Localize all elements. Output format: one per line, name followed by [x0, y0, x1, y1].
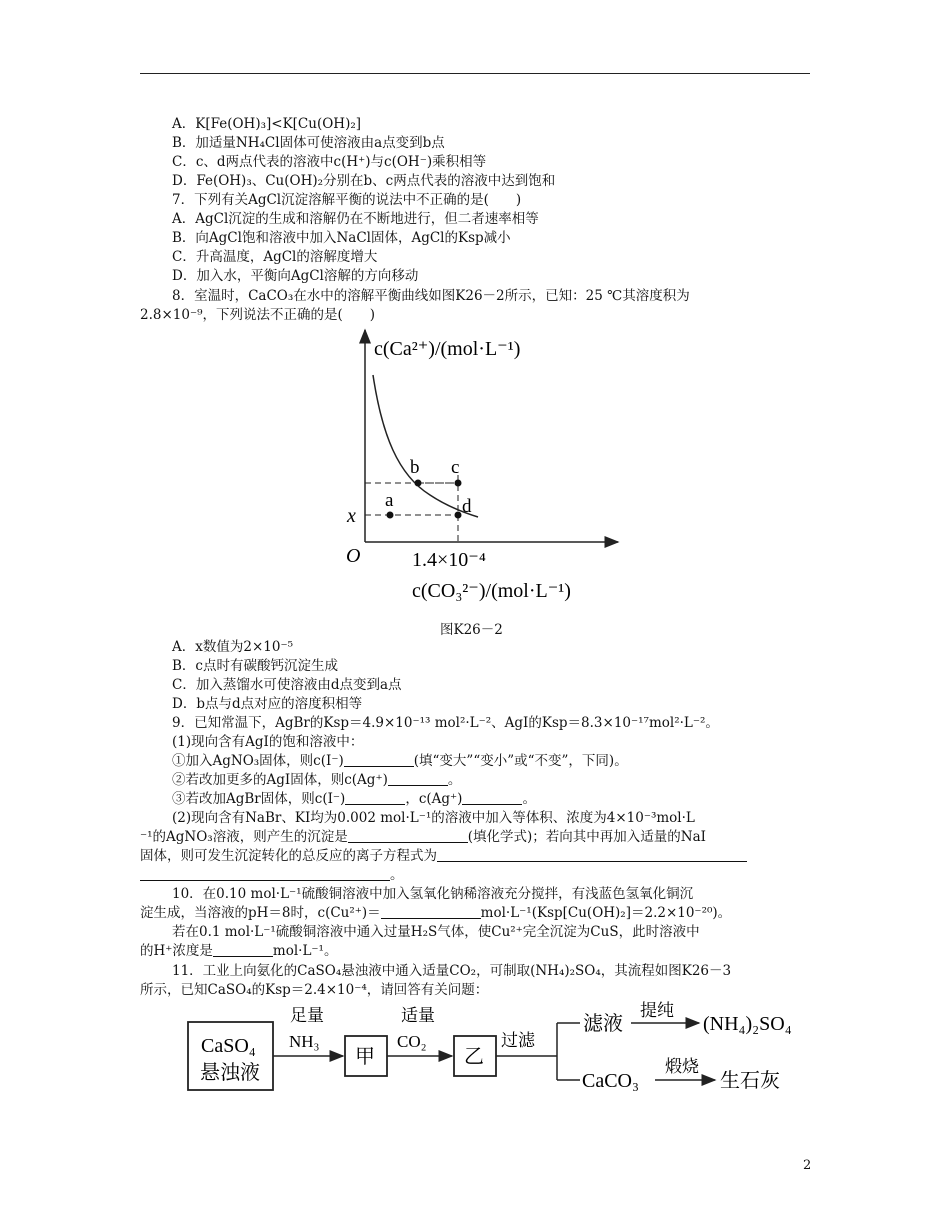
q11-line2: 所示，已知CaSO₄的Ksp＝2.4×10⁻⁴，请回答有关问题：: [140, 982, 489, 998]
q7-option-a: A．AgCl沉淀的生成和溶解仍在不断地进行，但二者速率相等: [172, 211, 539, 227]
q8-option-a: A．x数值为2×10⁻⁵: [172, 639, 293, 655]
q9-part2-text2: 固体，则可发生沉淀转化的总反应的离子方程式为: [140, 848, 437, 864]
point-a: [387, 512, 394, 519]
q7-option-c: C．升高温度，AgCl的溶解度增大: [172, 249, 378, 265]
q9-part2-line1: (2)现向含有NaBr、KI均为0.002 mol·L⁻¹的溶液中加入等体积、浓度为4×10⁻³mol·L: [172, 810, 695, 826]
q9-part2-text: ⁻¹的AgNO₃溶液，则产生的沉淀是: [140, 829, 348, 845]
filtrate-label: 滤液: [583, 1013, 623, 1035]
q9-part1-item2: ②若改加更多的AgI固体，则c(Ag⁺) 。: [172, 772, 462, 788]
q9-item1-note: (填“变大”“变小”或“不变”，下同)。: [413, 753, 628, 769]
q6-option-c: C．c、d两点代表的溶液中c(H⁺)与c(OH⁻)乘积相等: [172, 154, 487, 170]
caco3-label: CaCO₃: [582, 1070, 639, 1092]
q10-line1: 10．在0.10 mol·L⁻¹硫酸铜溶液中加入氢氧化钠稀溶液充分搅拌，有浅蓝色氢氧化铜沉: [172, 886, 694, 902]
q10-note: mol·L⁻¹(Ksp[Cu(OH)₂]＝2.2×10⁻²⁰)。: [480, 905, 732, 921]
point-d: [455, 512, 462, 519]
q9-part2-line4: 。: [140, 866, 404, 885]
q6-option-d: D．Fe(OH)₃、Cu(OH)₂分别在b、c两点代表的溶液中达到饱和: [172, 173, 556, 189]
y-axis-label: c(Ca²⁺)/(mol·L⁻¹): [374, 338, 521, 360]
q7-option-b: B．向AgCl饱和溶液中加入NaCl固体，AgCl的Ksp减小: [172, 230, 511, 246]
x-mark-label: x: [347, 505, 356, 527]
q8-option-c: C．加入蒸馏水可使溶液由d点变到a点: [172, 677, 402, 693]
q10-line3: 若在0.1 mol·L⁻¹硫酸铜溶液中通入过量H₂S气体，使Cu²⁺完全沉淀为CuS，此时溶液中: [172, 924, 700, 940]
arrow-2-top-label: 适量: [401, 1006, 435, 1025]
calcine-label: 煅烧: [665, 1057, 699, 1076]
point-b: [415, 480, 422, 487]
q9-item3-text: ③若改加AgBr固体，则c(I⁻): [172, 791, 346, 807]
casos4-label: CaSO₄: [201, 1035, 256, 1057]
answer-blank[interactable]: [140, 867, 390, 881]
header-rule: [140, 73, 810, 74]
answer-blank[interactable]: [348, 829, 468, 843]
answer-blank[interactable]: [344, 753, 414, 767]
q9-part2-line2: [140, 828, 706, 847]
q9-part2-note: (填化学式)；若向其中再加入适量的NaI: [467, 829, 706, 845]
answer-blank[interactable]: [345, 791, 405, 805]
q10-line2: [140, 904, 731, 923]
q10-unit: mol·L⁻¹。: [272, 943, 338, 959]
q6-option-b: B．加适量NH₄Cl固体可使溶液由a点变到b点: [172, 135, 445, 151]
arrow-1-bottom-label: NH₃: [289, 1032, 320, 1051]
answer-blank[interactable]: [381, 905, 481, 919]
process-flowchart: [185, 1000, 815, 1100]
point-b-label: b: [410, 457, 420, 478]
point-d-label: d: [462, 496, 472, 517]
q9-item1-text: ①加入AgNO₃固体，则c(I⁻): [172, 753, 344, 769]
q8-option-b: B．c点时有碳酸钙沉淀生成: [172, 658, 338, 674]
x-axis-label: c(CO₃²⁻)/(mol·L⁻¹): [412, 580, 571, 602]
q9-part1: (1)现向含有AgI的饱和溶液中：: [172, 734, 364, 750]
q9-part1-item3: ③若改加AgBr固体，则c(I⁻) ，c(Ag⁺) 。: [172, 791, 536, 807]
q9-item2-text: ②若改加更多的AgI固体，则c(Ag⁺): [172, 772, 388, 788]
point-a-label: a: [385, 490, 394, 511]
q6-option-a: A．K[Fe(OH)₃]<K[Cu(OH)₂]: [172, 116, 362, 132]
answer-blank[interactable]: [213, 943, 273, 957]
arrow-1-top-label: 足量: [290, 1006, 324, 1025]
origin-label: O: [346, 545, 361, 567]
suspension-label: 悬浊液: [200, 1062, 260, 1084]
q8-stem-line1: 8．室温时，CaCO₃在水中的溶解平衡曲线如图K26－2所示，已知：25 ℃其溶度积为: [172, 288, 690, 304]
q8-option-d: D．b点与d点对应的溶度积相等: [172, 696, 363, 712]
answer-blank[interactable]: [437, 848, 747, 862]
q9-stem: 9．已知常温下，AgBr的Ksp＝4.9×10⁻¹³ mol²·L⁻²、AgI的Ksp＝8.3×10⁻¹⁷mol²·L⁻²。: [172, 715, 719, 731]
arrow-2-bottom-label: CO₂: [397, 1032, 427, 1051]
q11-line1: 11．工业上向氨化的CaSO₄悬浊液中通入适量CO₂，可制取(NH₄)₂SO₄，其流程如图K26－3: [172, 963, 732, 979]
q7-option-d: D．加入水，平衡向AgCl溶解的方向移动: [172, 268, 419, 284]
q9-item3-text2: ，c(Ag⁺): [405, 791, 463, 807]
ammonium-sulfate-label: (NH₄)₂SO₄: [703, 1013, 792, 1035]
purify-label: 提纯: [640, 1001, 674, 1020]
jia-label: 甲: [355, 1046, 375, 1068]
page-number: 2: [803, 1158, 812, 1173]
q10-text: 淀生成，当溶液的pH＝8时，c(Cu²⁺)＝: [140, 905, 381, 921]
answer-blank[interactable]: [462, 791, 522, 805]
q7-stem: 7．下列有关AgCl沉淀溶解平衡的说法中不正确的是( ): [172, 192, 522, 208]
q9-part1-item1: [172, 752, 628, 771]
point-c-label: c: [451, 457, 460, 478]
q10-line4: [140, 942, 337, 961]
q8-stem-line2: 2.8×10⁻⁹，下列说法不正确的是( ): [140, 307, 376, 323]
solubility-curve-figure: [330, 325, 630, 615]
answer-blank[interactable]: [388, 772, 448, 786]
x-tick-label: 1.4×10⁻⁴: [412, 549, 486, 571]
figure-caption: 图K26－2: [440, 622, 503, 638]
quicklime-label: 生石灰: [720, 1070, 780, 1092]
q9-part2-line3: [140, 847, 747, 866]
point-c: [455, 480, 462, 487]
yi-label: 乙: [464, 1046, 484, 1068]
q10-text2: 的H⁺浓度是: [140, 943, 213, 959]
filter-label: 过滤: [501, 1031, 535, 1050]
